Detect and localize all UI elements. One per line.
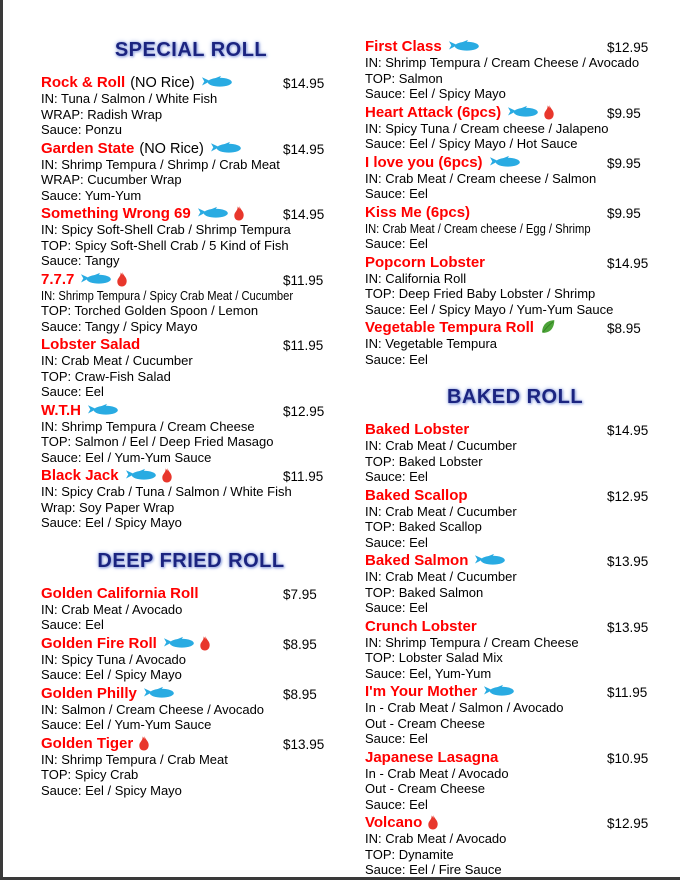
fire-icon [427,815,439,830]
menu [3,0,680,880]
item-name: Golden California Roll [41,584,199,602]
item-name: 7.7.7 [41,270,75,288]
item-header-row [365,421,665,438]
item-price: $9.95 [607,205,641,221]
item-price: $14.95 [283,76,325,91]
item-name: Rock & Roll [41,74,126,91]
item-detail: Sauce: Tangy [41,253,120,268]
fire-icon [543,105,555,120]
item-detail: IN: Crab Meat / Cucumber [41,353,193,368]
item-header-row [41,635,341,652]
item-name: W.T.H [41,401,81,419]
item-detail: TOP: Craw-Fish Salad [41,368,171,384]
item-detail: IN: Shrimp Tempura / Crab Meat [41,751,228,767]
item-detail: TOP: Baked Lobster [365,453,483,469]
fire-icon [116,272,128,287]
item-detail: IN: Crab Meat / Avocado [41,601,183,617]
menu-item [365,204,665,252]
item-header-row [365,683,665,700]
item-detail: Sauce: Eel [41,384,104,399]
fish-icon [198,206,228,219]
fish-icon [484,684,514,697]
item-header-row [365,104,665,121]
item-detail: Sauce: Eel [365,731,428,746]
menu-item [365,254,665,318]
item-detail: Sauce: Eel / Fire Sauce [365,862,502,877]
section-title: DEEP FRIED ROLL [97,549,285,572]
item-price: $11.95 [283,272,324,288]
fire-icon [199,636,211,651]
item-detail: Sauce: Eel / Spicy Mayo [41,667,182,682]
item-price: $14.95 [607,423,649,438]
item-price: $9.95 [607,105,641,121]
item-price: $13.95 [607,619,649,635]
fish-icon [126,468,156,481]
item-detail: Sauce: Eel / Spicy Mayo [41,782,182,798]
item-name: Golden Tiger [41,734,134,752]
item-price: $9.95 [607,155,641,171]
item-detail: Out - Cream Cheese [365,781,485,796]
item-detail: Sauce: Ponzu [41,122,122,137]
menu-item [41,271,341,335]
item-header-row [41,205,341,222]
item-name: I love you (6pcs) [365,153,483,171]
item-header-row [365,552,665,569]
item-name: Lobster Salad [41,336,141,353]
menu-item [365,683,665,747]
item-detail: IN: Shrimp Tempura / Cream Cheese / Avocado [365,55,640,70]
item-header-row [41,402,341,419]
menu-item [365,749,665,813]
item-detail: IN: Crab Meat / Cream cheese / Egg / Shrimp [365,220,591,236]
menu-item [365,421,665,485]
item-name: Golden Fire Roll [41,634,157,652]
item-price: $8.95 [283,636,317,652]
item-detail: TOP: Baked Scallop [365,519,482,534]
fire-icon [161,468,173,483]
fish-icon [88,403,118,416]
item-header-row [41,74,341,91]
item-detail: Sauce: Yum-Yum [41,187,142,203]
fish-icon [144,686,174,699]
menu-item [41,336,341,400]
section-title: SPECIAL ROLL [114,39,268,61]
item-detail: In - Crab Meat / Avocado [365,765,509,781]
fish-icon [202,75,232,88]
item-detail: Sauce: Eel [365,186,428,201]
fish-icon [449,39,479,52]
item-price: $11.95 [283,338,324,353]
item-name: I'm Your Mother [365,683,478,700]
item-price: $12.95 [607,488,649,504]
fish-icon [211,141,241,154]
fish-icon [164,636,194,649]
menu-item [41,467,341,531]
item-detail: IN: Spicy Tuna / Cream cheese / Jalapeno [365,120,609,136]
item-detail: TOP: Baked Salmon [365,584,484,600]
item-detail: IN: Spicy Soft-Shell Crab / Shrimp Tempura [41,222,291,237]
item-name: Volcano [365,814,423,831]
item-detail: Sauce: Eel [365,796,428,812]
item-name: Golden Philly [41,684,137,702]
menu-item [365,38,665,102]
item-detail: IN: California Roll [365,270,467,286]
item-detail: Sauce: Eel [41,617,104,632]
item-detail: TOP: Dynamite [365,846,454,862]
item-detail: TOP: Torched Golden Spoon / Lemon [41,303,259,318]
item-detail: Sauce: Eel / Spicy Mayo / Hot Sauce [365,136,578,151]
item-detail: TOP: Deep Fried Baby Lobster / Shrimp [365,286,596,301]
menu-item [365,618,665,682]
item-name: Baked Lobster [365,421,470,438]
menu-item [41,685,341,733]
item-header-row [365,749,665,766]
item-detail: TOP: Lobster Salad Mix [365,650,503,665]
fish-icon [81,272,111,285]
menu-item [365,814,665,878]
item-header-row [365,154,665,171]
item-name-suffix: (NO Rice) [130,75,195,91]
item-price: $11.95 [283,469,324,484]
item-name: Garden State [41,139,135,157]
item-price: $13.95 [607,554,649,569]
item-header-row [41,140,341,157]
item-detail: Sauce: Eel [365,469,428,484]
item-header-row [41,735,341,752]
item-detail: TOP: Spicy Soft-Shell Crab / 5 Kind of Fish [41,237,289,253]
menu-item [41,402,341,466]
menu-item [365,154,665,202]
item-price: $12.95 [607,40,649,55]
item-detail: IN: Tuna / Salmon / White Fish [41,91,218,106]
menu-item [41,74,341,138]
item-detail: Sauce: Eel / Yum-Yum Sauce [41,449,212,465]
menu-item [365,487,665,551]
item-detail: Sauce: Eel / Spicy Mayo / Yum-Yum Sauce [365,301,614,317]
item-detail: Out - Cream Cheese [365,715,485,731]
item-detail: IN: Salmon / Cream Cheese / Avocado [41,701,265,717]
menu-item [41,585,341,633]
section-title: BAKED ROLL [446,386,584,408]
fire-icon [233,206,245,221]
menu-item [365,104,665,152]
fire-icon [138,736,150,751]
item-detail: TOP: Salmon / Eel / Deep Fried Masago [41,434,274,449]
item-header-row [41,336,341,353]
item-detail: Sauce: Eel [365,236,428,251]
item-detail: Sauce: Tangy / Spicy Mayo [41,318,198,334]
item-name: Baked Scallop [365,486,468,504]
item-price: $8.95 [607,321,641,336]
item-detail: IN: Crab Meat / Cucumber [365,438,517,453]
item-header-row [41,585,341,602]
item-header-row [365,204,665,221]
menu-item [41,635,341,683]
menu-item [41,735,341,799]
item-header-row [365,487,665,504]
menu-item [41,140,341,204]
item-price: $12.95 [283,403,325,419]
item-detail: TOP: Salmon [365,70,443,86]
item-name: Heart Attack (6pcs) [365,103,502,121]
item-detail: TOP: Spicy Crab [41,767,139,782]
item-name: Baked Salmon [365,552,469,569]
item-detail: Sauce: Eel / Spicy Mayo [365,86,506,101]
item-detail: IN: Shrimp Tempura / Spicy Crab Meat / Cucumber [41,287,294,303]
item-detail: IN: Crab Meat / Cucumber [365,503,517,519]
item-detail: IN: Spicy Crab / Tuna / Salmon / White Fish [41,484,292,499]
item-detail: Wrap: Soy Paper Wrap [41,499,175,515]
item-price: $11.95 [607,685,648,700]
item-name: Japanese Lasagna [365,748,499,766]
item-name: Vegetable Tempura Roll [365,319,534,336]
menu-column-left [41,38,341,880]
item-price: $14.95 [283,141,325,157]
fish-icon [490,155,520,168]
item-detail: In - Crab Meat / Salmon / Avocado [365,700,564,715]
item-name: Popcorn Lobster [365,253,486,271]
item-price: $13.95 [283,736,325,752]
item-name: First Class [365,38,442,55]
item-name: Something Wrong 69 [41,205,191,222]
item-detail: IN: Crab Meat / Avocado [365,831,507,846]
item-detail: Sauce: Eel [365,534,428,550]
item-header-row [41,685,341,702]
item-name: Crunch Lobster [365,617,477,635]
item-name: Black Jack [41,467,119,484]
item-price: $14.95 [283,207,325,222]
item-header-row [365,319,665,336]
item-detail: IN: Shrimp Tempura / Cream Cheese [41,418,255,434]
item-header-row [365,254,665,271]
fish-icon [508,105,538,118]
item-detail: Sauce: Eel [365,351,428,367]
item-price: $14.95 [607,255,649,271]
item-detail: IN: Shrimp Tempura / Cream Cheese [365,634,579,650]
item-detail: Sauce: Eel / Yum-Yum Sauce [41,717,212,732]
item-price: $8.95 [283,686,317,702]
item-header-row [41,271,341,288]
item-name: Kiss Me (6pcs) [365,203,471,221]
leaf-icon [540,320,556,334]
item-header-row [365,618,665,635]
item-price: $7.95 [283,586,317,602]
item-detail: IN: Crab Meat / Cucumber [365,569,517,584]
item-price: $12.95 [607,816,649,831]
menu-column-right [365,38,665,880]
item-detail: Sauce: Eel, Yum-Yum [365,665,492,681]
item-detail: WRAP: Cucumber Wrap [41,172,182,187]
item-header-row [41,467,341,484]
menu-item [365,552,665,616]
item-detail: IN: Crab Meat / Cream cheese / Salmon [365,170,597,186]
item-name-suffix: (NO Rice) [139,140,204,157]
item-detail: WRAP: Radish Wrap [41,106,163,122]
item-detail: IN: Shrimp Tempura / Shrimp / Crab Meat [41,156,280,172]
menu-item [365,319,665,367]
item-detail: IN: Spicy Tuna / Avocado [41,651,187,667]
item-price: $10.95 [607,750,649,766]
item-header-row [365,38,665,55]
fish-icon [475,553,505,566]
item-detail: IN: Vegetable Tempura [365,336,498,351]
item-detail: Sauce: Eel [365,600,428,615]
item-header-row [365,814,665,831]
menu-item [41,205,341,269]
item-detail: Sauce: Eel / Spicy Mayo [41,515,182,530]
